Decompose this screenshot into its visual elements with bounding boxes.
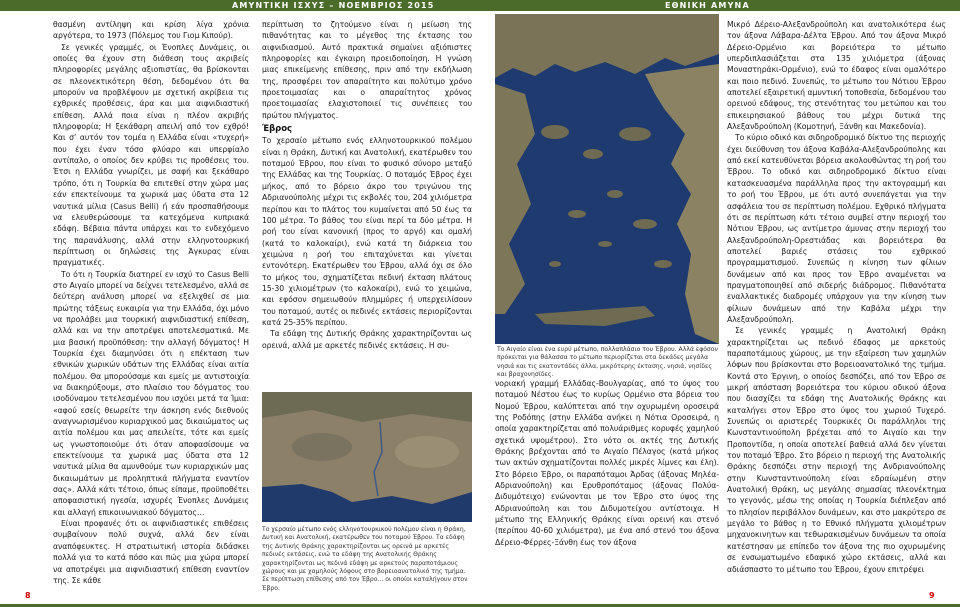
- paragraph: Είναι προφανές ότι οι αιφνιδιαστικές επιθέσεις συμβαίνουν πολύ συχνά, αλλά δεν είναι αναπόφευκτες. Η στρατιωτική ιστορία διδάσκει πολλά για το κατά πόσο και πώς μια χώρα μπορεί να αποτρέψει μια αιφνιδιαστική επίθεση εναντίον της. Σε κάθε: [53, 519, 249, 585]
- thrace-satellite-map: [262, 392, 472, 522]
- page-number-left: 8: [25, 591, 31, 600]
- section-title: ΕΘΝΙΚΗ ΑΜΥΝΑ: [665, 1, 750, 10]
- section-heading: Έβρος: [262, 124, 292, 135]
- map1-caption: Το Αιγαίο είναι ένα ευρύ μέτωπο, πολλαπλάσιο του Έβρου. Αλλά εφόσον πρόκειται για θάλασσα το μέτωπο περιορίζεται στα δεκάδες μεγάλα νησιά και τις εκατοντάδες άλλα, μικρότερης έκτασης, νησιά, νησίδες και βραχονησίδες.: [497, 346, 718, 379]
- paragraph: νοριακή γραμμή Ελλάδας-Βουλγαρίας, από το ύψος του ποταμού Νέστου έως το κυρίως Ορμένιο στα βόρεια του Νομού Έβρου, καλύπτεται από την οχυρωμένη οροσειρά της Ροδόπης (στην Ελλάδα ανήκει η Νότια Οροσειρά, η οποία χαρακτηρίζεται από πολυάριθμες κορυφές χαμηλού σχετικά υψομέτρου). Στο νότο οι ακτές της Δυτικής Θράκης βρέχονται από το Αιγαίο Πέλαγος (κατά μήκος των ακτών σχηματίζονται πολλές μικρές λίμνες και έλη). Στο βόρειο Έβρο, οι παραπόταμοι Άρδας (άξονας Μηλέα-Αδριανούπολη) και Ερυθροπόταμος (άξονας Πολύα-Διδυμότειχο) ενώνονται με τον Έβρο στο ύψος της Αδριανούπολη και του Διδυμοτείχου αντίστοιχα. Η μέτωπο της Ελληνικής Θράκης είναι ορεινή και στενό (περίπου 40-60 χιλιόμετρα), με ένα από στενό του άξονα Δέρειο-Φέρρες-Ξάνθη έως τον άξονα: [495, 379, 719, 547]
- paragraph: Σε γενικές γραμμές, οι Ένοπλες Δυνάμεις, οι οποίες θα έχουν στη διάθεση τους ακριβείς πληροφορίες μεγάλης αξιοπιστίας, θα βρίσκονται σε πλεονεκτικότερη θέση, δεδομένου ότι θα μπορούν να προβλέψουν με σχετική ακρίβεια τις εχθρικές προθέσεις, άρα και μια αιφνιδιαστική επίθεση. Αλλά ποια είναι η πλέον ακριβής πληροφορία; Η ξεκάθαρη απειλή από τον εχθρό! Και σ’ αυτόν τον τομέα η Ελλάδα είναι «τυχερή» που έχει έναν τόσο φλύαρο και υπερφίαλο αντίπαλο, ο οποίος δεν κρύβει τις προθέσεις του. Έτσι η Ελλάδα γνωρίζει, με σαφή και ξεκάθαρο τρόπο, ότι η Τουρκία θα επιτεθεί στην χώρα μας εάν επεκτείνουμε τα χωρικά μας ύδατα στα 12 ναυτικά μίλια (Casus Belli) ή εάν προσπαθήσουμε να ελευθερώσουμε τα κατεχόμενα κυπριακά εδάφη. Βέβαια πάντα υπάρχει και το ενδεχόμενο της παρανάλυσης, αλλά στην ελληνοτουρκική περίπτωση οι δηλώσεις της Άγκυρας είναι πραγματικές.: [53, 42, 249, 268]
- aegean-satellite-map: [495, 14, 719, 344]
- map2-caption: Το χερσαίο μέτωπο ενός ελληνοτουρκικού πολέμου είναι η Θράκη, Δυτική και Ανατολική, εκατέρωθεν του ποταμού Έβρου. Τα εδάφη της Δυτικής Θράκης χαρακτηρίζονται ως ορεινά με αρκετές πεδινές εκτάσεις, ενώ τα εδάφη της Ανατολικής Θράκης χαρακτηρίζονται ως πεδινά εδάφη με αρκετούς παραποτάμιους χώρους και με χαμηλούς λόφους στο βορειοανατολικό της τμήμα. Σε περίπτωση επίθεσης από τον Έβρο... οι οποίοι καταλήγουν στον Έβρο.: [262, 526, 468, 592]
- paragraph: Το χερσαίο μέτωπο ενός ελληνοτουρκικού πολέμου είναι η Θράκη, Δυτική και Ανατολική, εκατέρωθεν του ποταμού Έβρου, που είναι το φυσικό σύνορο μεταξύ της Ελλάδας και της Τουρκίας. Ο ποταμός Έβρος έχει μήκος, από το βόρειο άκρο του τριγώνου της Αδριανούπολης μέχρι τις εκβολές του, 204 χιλιόμετρα περίπου και το πλάτος του κυμαίνεται από 50 έως τα 100 μέτρα. Το βάθος του είναι περί τα δύο μέτρα. Η ροή του είναι κανονική (προς το αργό) και ομαλή (κατά το καλοκαίρι), ενώ κατά τη διάρκεια του χειμώνα η ροή του επιταχύνεται και γίνεται εντονότερη. Εκατέρωθεν του Έβρου, αλλά όχι σε όλο το μήκος του, σχηματίζεται πεδινή έκταση πλάτους 15-30 χιλιομέτρων (το καλοκαίρι), ενώ το χειμώνα, και εφόσον σημειωθούν πλημμύρες ή υπερχειλίσουν του ποταμού, αυτές οι πεδινές εκτάσεις περιορίζονται κατά 25-35% περίπου.: [262, 136, 472, 327]
- column-1: [53, 19, 249, 586]
- column-4: [727, 19, 946, 575]
- header-bar: [0, 0, 960, 11]
- page-number-right: 9: [929, 591, 935, 600]
- paragraph: Το ότι η Τουρκία διατηρεί εν ισχύ το Casus Belli στο Αιγαίο μπορεί να δείχνει τετελεσμένο, αλλά σε δεύτερη ανάλυση μπορεί να εξελιχθεί σε μια πρώτης τάξεως ευκαιρία για την Ελλάδα, όχι μόνο να προλάβει μια τουρκική αιφνιδιαστική επίθεση, αλλά και να την αποτρέψει αποτελεσματικά. Με μια βασική προϋπόθεση: την αλλαγή δόγματος! Η Τουρκία έχει διαμηνύσει ότι η επέκταση των εθνικών χωρικών υδάτων της Ελλάδας είναι αιτία πολέμου. Θα μπορούσαμε και εμείς με αντιστοιχία να διακηρύξουμε, στο πλαίσιο του δόγματος του ισοδύναμου τετελεσμένου που ισχύει μετά τα Ίμια: «αφού εσείς θεωρείτε την άσκηση ενός διεθνούς αναγνωρισμένου κυριαρχικού μας δικαιώματος ως αιτία πολέμου και μας απειλείτε, τότε και εμείς ως γνωστοποιούμε ότι όταν αποφασίσουμε να επεκτείνουμε τα χωρικά μας ύδατα στα 12 ναυτικά μίλια θα αμυνθούμε των κυριαρχικών μας δικαιωμάτων με προληπτικά πλήγματα εναντίον σας». Αλλά κάτι τέτοιο, όπως είπαμε, προϋποθέτει αποφασιστική ηγεσία, ισχυρές Ένοπλες Δυνάμεις και αλλαγή επικοινωνιακού δόγματος…: [53, 269, 249, 517]
- magazine-title: ΑΜΥΝΤΙΚΗ ΙΣΧΥΣ – ΝΟΕΜΒΡΙΟΣ 2015: [232, 1, 435, 10]
- paragraph: Το κύριο οδικό και σιδηροδρομικό δίκτυο της περιοχής έχει διεύθυνση τον άξονα Καβάλα-Αλεξανδρούπολης και από εκεί κατευθύνεται βόρεια ακολουθώντας τη ροή του Έβρου. Το οδικό και σιδηροδρομικό δίκτυο είναι κατασκευασμένα παράλληλα προς την ακτογραμμή και το ροή του Έβρου, με ότι αυτό συνεπάγεται για την ασφάλεια του σε περίπτωση πολέμου. Εχθρικό πλήγματα ότι σε περίπτωση κάτι τέτοιο συμβεί στην περιοχή του Νότιου Έβρου, ως αντίμετρο άμυνας στην περιοχή του Αλεξανδρούπολη-Ορεστιάδας και βορειότερα θα αποτελεί βαριές στάσεις του εχθρικού προγραμματισμού. Συνεπώς η κίνηση των φίλιων δυνάμεων από και προς τον Έβρο αναμένεται να πραγματοποιηθεί από σιδερής διάδρομος. Πιθανότατα εναλλακτικές διαδρομές υπάρχουν για την κίνηση των φίλιων δυνάμεων από την Καβάλα μέχρι την Αλεξανδρούπολη.: [727, 133, 946, 324]
- paragraph: Μικρό Δέρειο-Αλεξανδρούπολη και ανατολικότερα έως τον άξονα Λάβαρα-Δέλτα Έβρου. Από τον άξονα Μικρό Δέρειο-Ορμένιο και βορειότερα το μέτωπο υπερδιπλασιάζεται στα 135 χιλιόμετρα (άξονας Μοναστηράκι-Ορμένιο), ενώ το έδαφος είναι ομαλότερο και ποιο πεδινό. Συνεπώς, το μέτωπο του Νότιου Έβρου αποτελεί εξαιρετική αμυντική τοποθεσία, δεδομένου του ορεινού εδάφους, της στενότητας του μετώπου και του επικειρησιακού βάθους του μέχρι δυτικά της Αλεξανδρούπολη (Κομοτηνή, Ξάνθη και Μακεδονία).: [727, 20, 946, 132]
- paragraph: θασμένη αντίληψη και κρίση λίγα χρόνια αργότερα, το 1973 (Πόλεμος του Γιομ Κιπούρ).: [53, 20, 249, 41]
- column-2: [262, 19, 472, 351]
- paragraph: Σε γενικές γραμμές η Ανατολική Θράκη χαρακτηρίζεται ως πεδινό έδαφος με αρκετούς παραποτάμιους χώρους, με την εξαίρεση των χαμηλών λόφων που βρίσκονται στο βορειοανατολικό της τμήμα. Κοντά στο Έργινη, ο οποίος δεσπόζει, από τον Έβρο σε μικρή απόσταση βορειότερα του κύριου οδικού άξονα που διασχίζει τα εδάφη της Ανατολικής Θράκης και καταλήγει στον Έβρο στο ύψος του χωριού Τυχερό. Συνεπώς οι αριστερές Τουρκικές Οι παράλληλοι της Κωνσταντινούπολη βρέχεται από το Αιγαίο και την Προποντίδα, η οποία αποτελεί βαθειά αλλά δεν γίνεται τον ποταμό Έβρο. Στο βόρειο η περιοχή της Ανατολικής Θράκης δεσπόζει στην περιοχή της Ανδριανούπολης στην Κωνσταντινούπολη είναι εδραίωμένη στην Ανατολική Θράκη, ως μεγάλης σημασίας πλεονέκτημα το γεγονός, μέσω της οποίας η Τουρκία διέπλεξαν από το πλησίον περιβάλλον δυνάμεων, και στο μακρύτερο σε μεγάλο το βάθος η το Εθνικό πλήγματα χιλιομέτρων μηχανοκινητων και τεθωρακισμένων δυνάμεων τα οποία κατέστησαν με επίπεδο τον άξονα της πιο οχυρωμένης σε ενσωματωμένο εδαφικό χώρο εκτάσεις, αλλά και αδιάσπαστο το μέτωπο του Έβρου, έχουν επιτρέψει: [727, 326, 946, 574]
- paragraph: Τα εδάφη της Δυτικής Θράκης χαρακτηρίζονται ως ορεινά, αλλά με αρκετές πεδινές εκτάσεις. Η συ-: [262, 329, 472, 350]
- column-3: [495, 378, 719, 548]
- paragraph: περίπτωση το ζητούμενο είναι η μείωση της πιθανότητας και το μέγεθος της έκτασης του αιφνιδιασμού. Αυτό πρακτικά σημαίνει αξιόπιστες πληροφορίες και έγκαιρη προειδοποίηση. Η γνώση μιας επικείμενης επίθεσης, πριν από την εκδήλωση της, προσφέρει τον απαραίτητο και πολύτιμο χρόνο προετοιμασίας και ο απαραίτητος χρόνος προετοιμασίας ελαχιστοποιεί τις συνέπειες του πρώτου πλήγματος.: [262, 20, 472, 120]
